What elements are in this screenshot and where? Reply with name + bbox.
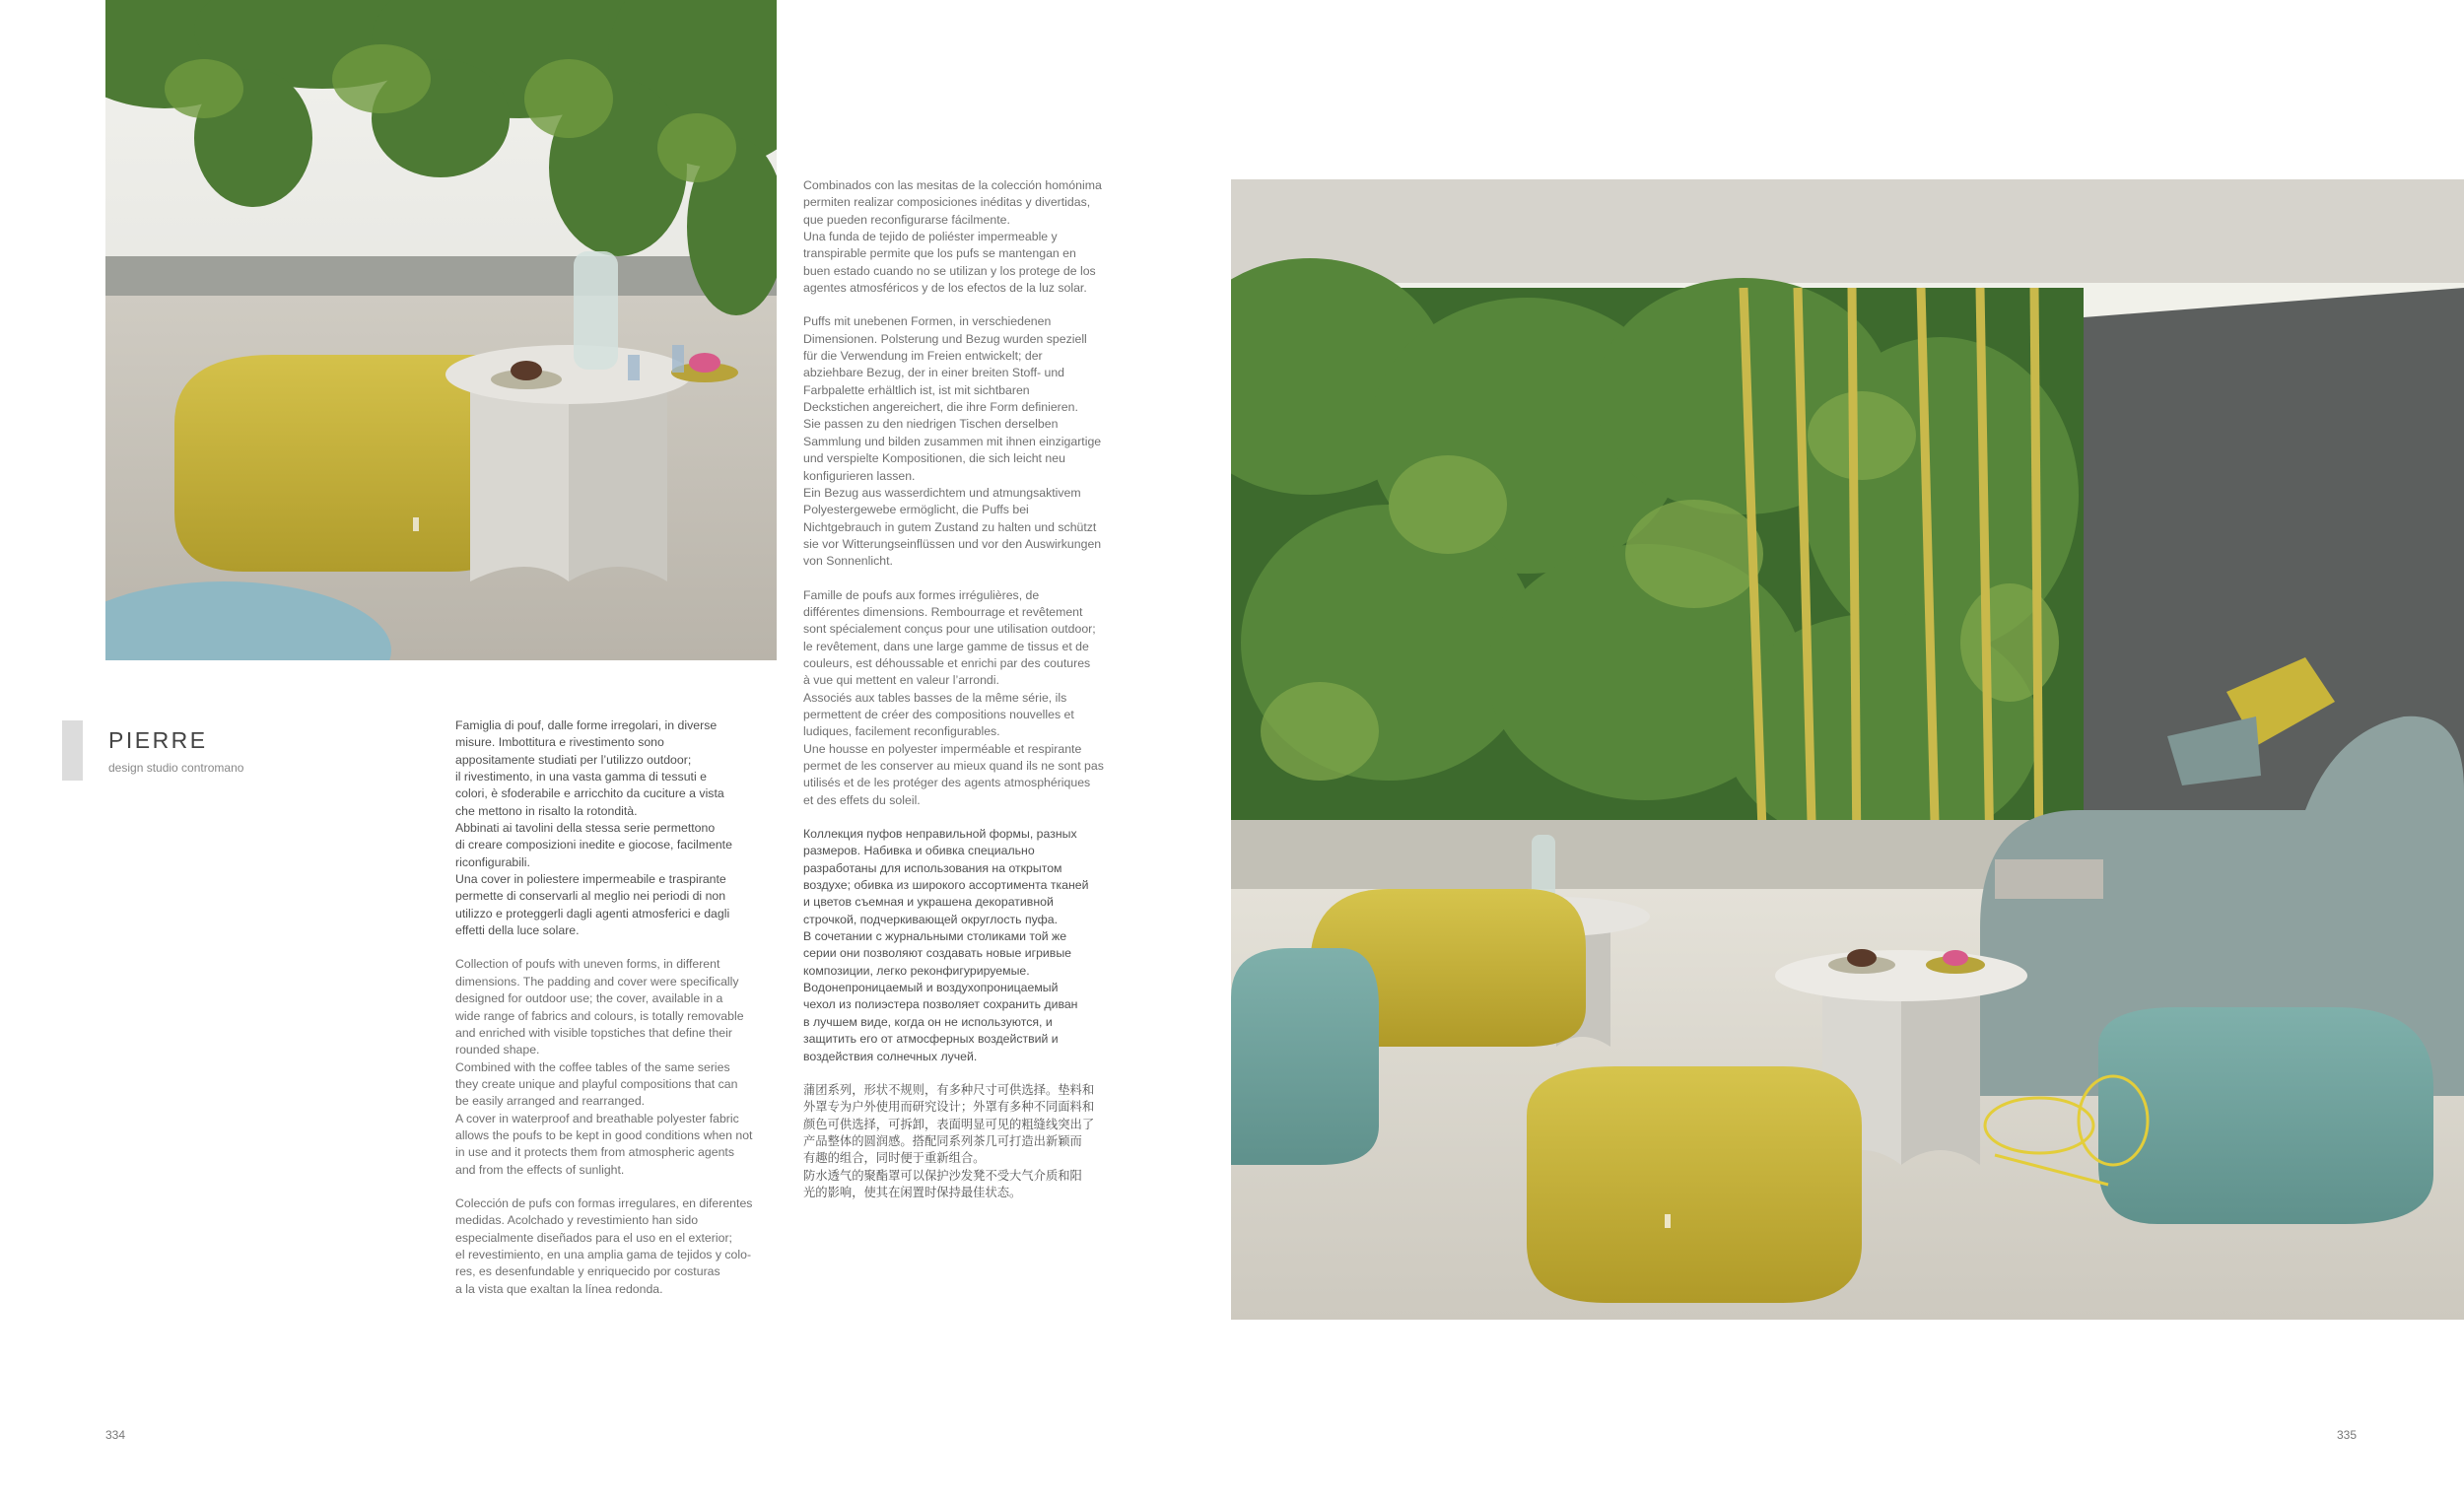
description-chinese: 蒲团系列，形状不规则，有多种尺寸可供选择。垫料和 外罩专为户外使用而研究设计；外罩有多种不同面料和 颜色可供选择，可拆卸，表面明显可见的粗缝线突出了 产品整体的圆润感。搭配同系列茶几可打造出新颖而 有趣的组合，同时便于重新组合。 防水透气的聚酯罩可以保护沙发凳不受大气介质和阳 光的影响，使其在闲置时保持最佳状态。	[803, 1082, 1095, 1199]
text-column-middle	[803, 177, 1129, 1218]
title-accent-bar	[62, 720, 83, 781]
page-number-left: 334	[105, 1428, 126, 1442]
description-spanish-continued: Combinados con las mesitas de la colección homónima permiten realizar composiciones inéditas y divertidas, que pueden reconfigurarse fácilmente. Una funda de tejido de poliéster impermeable y transpirable permite que los pufs se mantengan en buen estado cuando no se utilizan y los protege de los agentes atmosféricos y de los efectos de la luz solar.	[803, 178, 1102, 296]
pouf-table-photo	[105, 0, 777, 660]
description-italian: Famiglia di pouf, dalle forme irregolari, in diverse misure. Imbottitura e rivestimento sono appositamente studiati per l’utilizzo outdoor; il rivestimento, in una vasta gamma di tessuti e colori, è sfoderabile e arricchito da cuciture a vista che mettono in risalto la rotondità. Abbinati ai tavolini della stessa serie permettono di creare composizioni inedite e giocose, facilmente riconfigurabili. Una cover in poliestere impermeabile e traspirante permette di conservarli al meglio nei periodi di non utilizzo e proteggerli dagli agenti atmosferici e dagli effetti della luce solare.	[455, 718, 732, 938]
lounge-scene-photo	[1231, 179, 2464, 1320]
product-title: PIERRE	[108, 727, 208, 753]
description-english: Collection of poufs with uneven forms, in different dimensions. The padding and cover were specifically designed for outdoor use; the cover, available in a wide range of fabrics and colours, is totally removable and enriched with visible topstiches that define their rounded shape. Combined with the coffee tables of the same series they create unique and playful compositions that can be easily arranged and rearranged. A cover in waterproof and breathable polyester fabric allows the poufs to be kept in good conditions when not in use and it protects them from atmospheric agents and from the effects of sunlight.	[455, 957, 753, 1177]
description-french: Famille de poufs aux formes irrégulières, de différentes dimensions. Rembourrage et revêtement sont spécialement conçus pour une utilisation outdoor; le revêtement, dans une large gamme de tissus et de couleurs, est déhoussable et enrichi par des coutures à vue qui mettent en valeur l’arrondi. Associés aux tables basses de la même série, ils permettent de créer des compositions nouvelles et ludiques, facilement reconfigurables. Une housse en polyester imperméable et respirante permet de les conserver au mieux quand ils ne sont pas utilisés et de les protéger des agents atmosphériques et des effets du soleil.	[803, 587, 1104, 807]
designer-credit: design studio contromano	[108, 761, 244, 775]
text-column-left	[455, 717, 781, 1315]
description-spanish: Colección de pufs con formas irregulares, en diferentes medidas. Acolchado y revestimiento han sido especialmente diseñados para el uso en el exterior; el revestimiento, en una amplia gama de tejidos y colo- res, es desenfundable y enriquecido por costuras a la vista que exaltan la línea redonda.	[455, 1195, 753, 1296]
description-russian: Коллекция пуфов неправильной формы, разных размеров. Набивка и обивка специально разработаны для использования на открытом воздухе; обивка из широкого ассортимента тканей и цветов съемная и украшена декоративной строчкой, подчеркивающей округлость пуфа. В сочетании с журнальными столиками той же серии они позволяют создавать новые игривые композиции, легко реконфигурируемые. Водонепроницаемый и воздухопроницаемый чехол из полиэстера позволяет сохранить диван в лучшем виде, когда он не используются, и защитить его от атмосферных воздействий и воздействия солнечных лучей.	[803, 827, 1089, 1063]
page-number-right: 335	[2337, 1428, 2358, 1442]
description-german: Puffs mit unebenen Formen, in verschiedenen Dimensionen. Polsterung und Bezug wurden speziell für die Verwendung im Freien entwickelt; der abziehbare Bezug, der in einer breiten Stoff- und Farbpalette erhältlich ist, ist mit sichtbaren Deckstichen angereichert, die ihre Form definieren. Sie passen zu den niedrigen Tischen derselben Sammlung und bilden zusammen mit ihnen einzigartige und verspielte Kompositionen, die sich leicht neu konfigurieren lassen. Ein Bezug aus wasserdichtem und atmungsaktivem Polyestergewebe ermöglicht, die Puffs bei Nichtgebrauch in gutem Zustand zu halten und schützt sie vor Witterungseinflüssen und vor den Auswirkungen von Sonnenlicht.	[803, 314, 1102, 569]
